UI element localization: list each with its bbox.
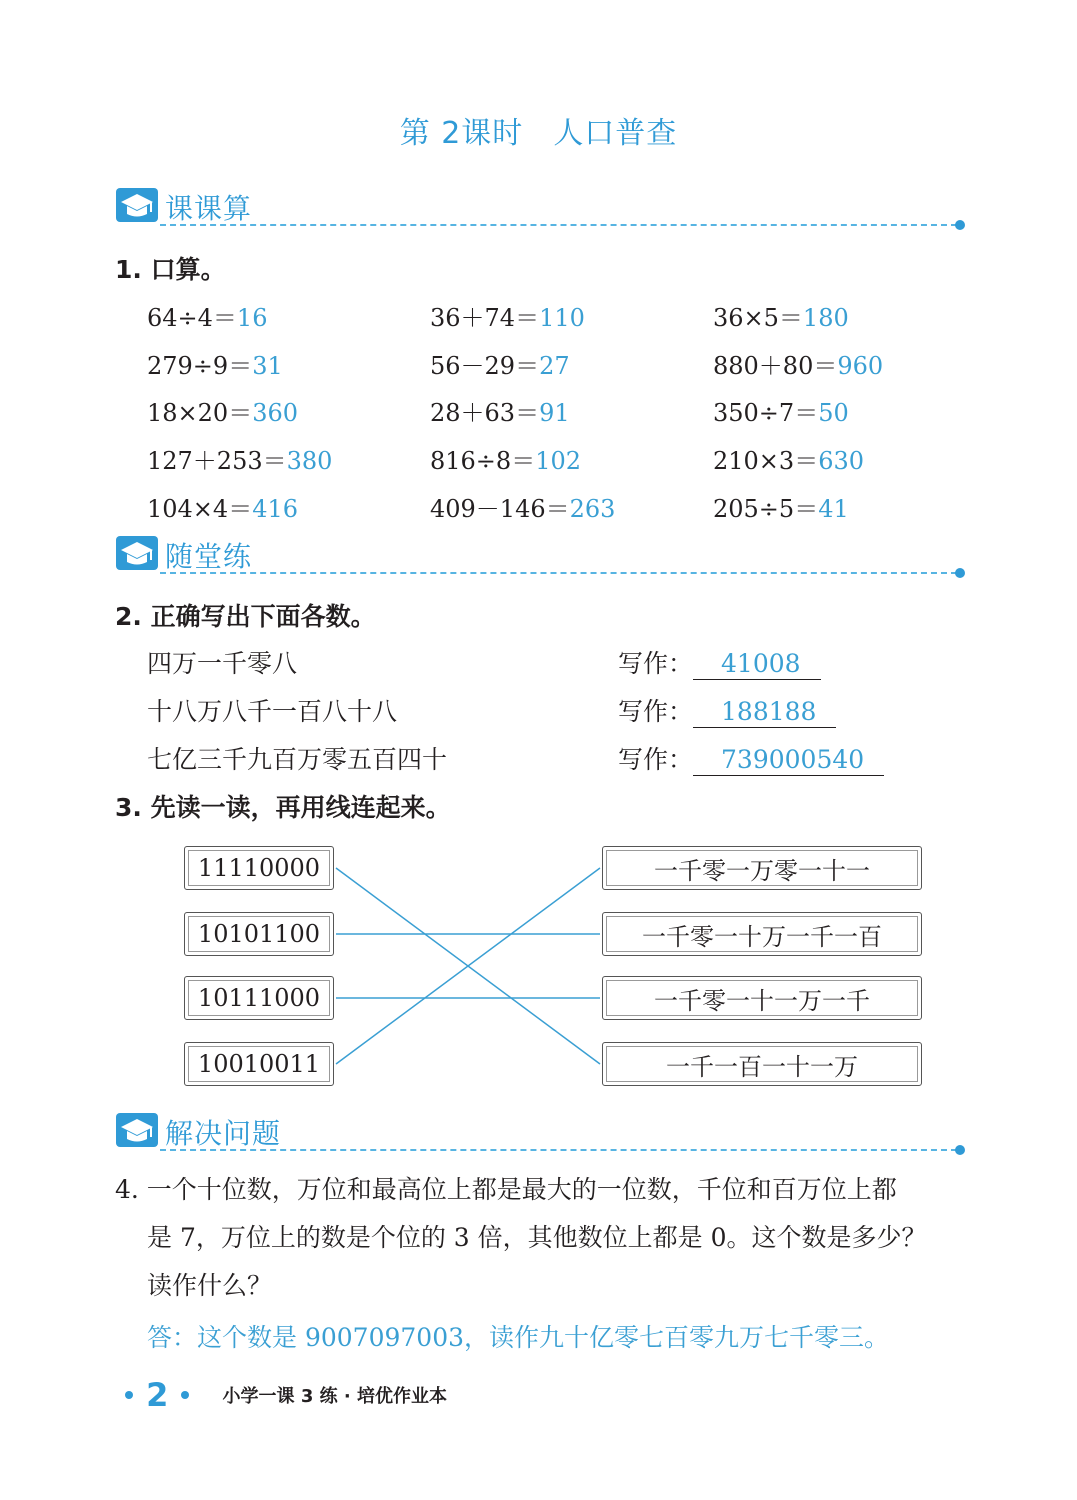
calc-expression: 36×5＝: [713, 304, 803, 332]
calc-answer[interactable]: 102: [535, 447, 581, 475]
number-words: 十八万八千一百八十八: [147, 697, 398, 726]
number-box[interactable]: 11110000: [184, 846, 334, 890]
book-title: 小学一课 3 练 · 培优作业本: [222, 1386, 447, 1407]
calc-expression: 880＋80＝: [713, 352, 838, 380]
write-label: 写作：: [618, 745, 694, 774]
calc-answer[interactable]: 110: [539, 304, 585, 332]
graduation-cap-icon: [115, 1112, 159, 1148]
write-label: 写作：: [618, 697, 694, 726]
calc-expression: 816÷8＝: [430, 447, 536, 475]
lesson-topic: 人口普查: [553, 116, 678, 151]
footer-dot: [181, 1391, 189, 1399]
footer-dot: [125, 1391, 133, 1399]
calc-expression: 104×4＝: [147, 495, 253, 523]
page-number: 2: [146, 1376, 169, 1414]
calc-answer[interactable]: 27: [539, 352, 570, 380]
number-words: 四万一千零八: [147, 649, 298, 678]
calc-answer[interactable]: 16: [236, 304, 268, 332]
page-footer: [125, 1376, 447, 1416]
words-box[interactable]: 一千零一十万一千一百: [602, 912, 922, 956]
calc-answer[interactable]: 41: [818, 495, 849, 523]
calc-answer[interactable]: 380: [286, 447, 333, 475]
calc-answer[interactable]: 31: [252, 352, 283, 380]
calc-expression: 127＋253＝: [147, 447, 287, 475]
lesson-number: 第 2课时: [399, 116, 524, 151]
calc-expression: 210×3＝: [713, 447, 819, 475]
section-divider: [160, 1149, 957, 1151]
question-1-prompt: 1. 口算。: [115, 255, 226, 284]
calc-answer[interactable]: 263: [569, 495, 616, 523]
section-label: 课课算: [165, 192, 253, 225]
question-4-line: 是 7，万位上的数是个位的 3 倍，其他数位上都是 0。这个数是多少？: [147, 1223, 927, 1252]
number-words: 七亿三千九百万零五百四十: [147, 745, 448, 774]
section-label: 解决问题: [165, 1117, 282, 1150]
number-box[interactable]: 10010011: [184, 1042, 334, 1086]
question-4-line: 读作什么？: [147, 1271, 273, 1300]
section-dot: [955, 1145, 965, 1155]
section-label: 随堂练: [165, 540, 253, 573]
number-box[interactable]: 10111000: [184, 976, 334, 1020]
question-4-answer: 答：这个数是 9007097003，读作九十亿零七百零九万七千零三。: [147, 1323, 890, 1352]
words-box[interactable]: 一千零一万零一十一: [602, 846, 922, 890]
calc-answer[interactable]: 960: [837, 352, 884, 380]
calc-expression: 64÷4＝: [147, 304, 237, 332]
write-label: 写作：: [618, 649, 694, 678]
calc-expression: 409－146＝: [430, 495, 570, 523]
calc-answer[interactable]: 91: [539, 399, 570, 427]
calc-expression: 205÷5＝: [713, 495, 819, 523]
calc-expression: 279÷9＝: [147, 352, 253, 380]
number-box[interactable]: 10101100: [184, 912, 334, 956]
calc-expression: 56－29＝: [430, 352, 540, 380]
answer-blank[interactable]: 739000540: [693, 745, 884, 776]
calc-answer[interactable]: 630: [818, 447, 864, 475]
calc-answer[interactable]: 360: [252, 399, 298, 427]
calc-expression: 36＋74＝: [430, 304, 540, 332]
calc-answer[interactable]: 50: [818, 399, 849, 427]
answer-blank[interactable]: 41008: [693, 649, 821, 680]
words-box[interactable]: 一千一百一十一万: [602, 1042, 922, 1086]
section-header-problem-solving: [115, 1112, 965, 1152]
calc-expression: 350÷7＝: [713, 399, 819, 427]
question-4-line: 4. 一个十位数，万位和最高位上都是最大的一位数，千位和百万位上都: [115, 1175, 897, 1204]
calc-answer[interactable]: 416: [252, 495, 298, 523]
answer-blank[interactable]: 188188: [693, 697, 836, 728]
calc-answer[interactable]: 180: [802, 304, 849, 332]
calc-expression: 18×20＝: [147, 399, 253, 427]
question-2-prompt: 2. 正确写出下面各数。: [115, 602, 376, 631]
question-3-prompt: 3. 先读一读，再用线连起来。: [115, 793, 451, 822]
words-box[interactable]: 一千零一十一万一千: [602, 976, 922, 1020]
calc-expression: 28＋63＝: [430, 399, 540, 427]
